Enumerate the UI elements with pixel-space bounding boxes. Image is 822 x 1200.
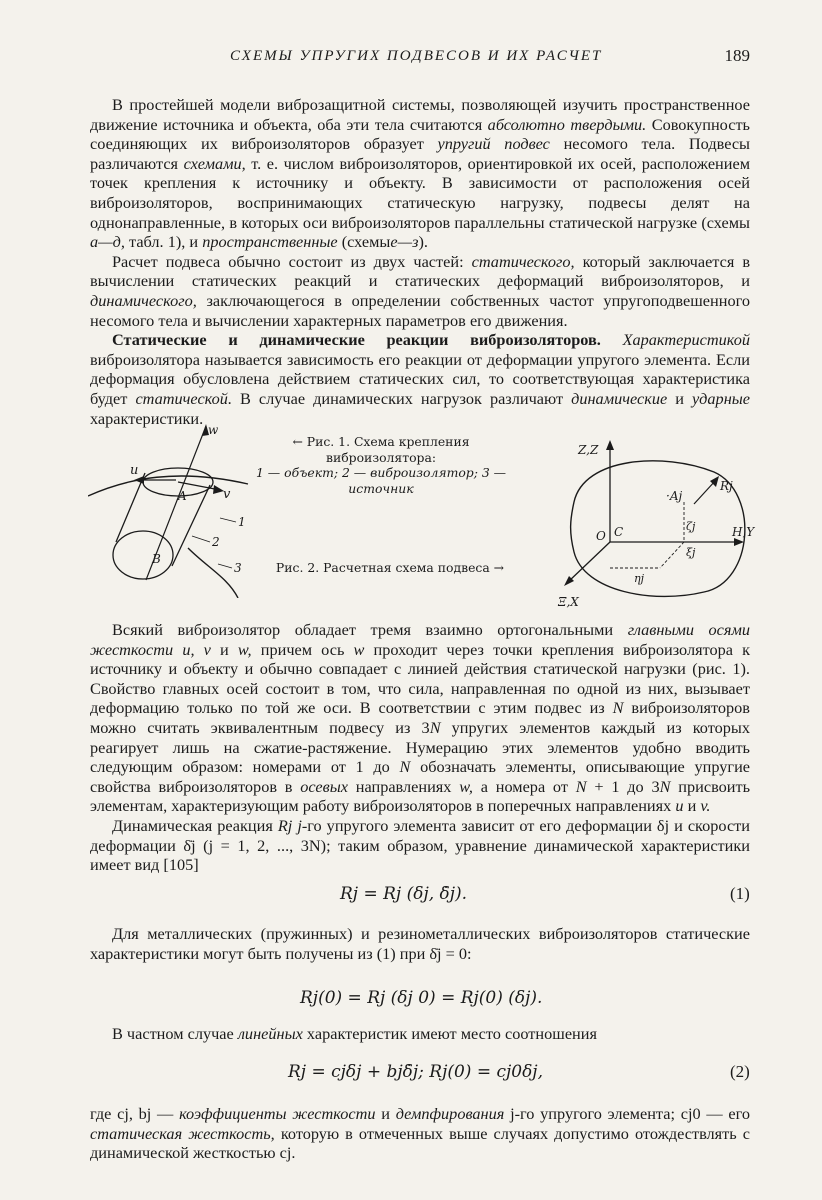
text: и — [381, 1104, 390, 1123]
text-em: схемами, — [183, 153, 246, 173]
text-em: осевых — [300, 776, 348, 796]
running-header — [90, 46, 750, 72]
page-number: 189 — [724, 46, 750, 65]
text: В случае динамических нагрузок различают — [240, 388, 564, 408]
text-line — [90, 1104, 750, 1163]
text: ). — [418, 232, 428, 252]
label-2: 2 — [212, 535, 220, 549]
text-em: главными осями жесткости u, v — [90, 620, 750, 659]
text-em: статической. — [135, 388, 233, 408]
text: характеристик имеют место соотношения — [306, 1024, 597, 1043]
text: Динамическая реакция — [112, 815, 273, 835]
text-em: статического, — [471, 251, 575, 271]
figure-1-caption-title: ← Рис. 1. Схема крепления виброизолятора: — [292, 434, 470, 465]
text: табл. 1), и — [129, 232, 199, 252]
equation-1: Rj = Rj (δj, δ̇j). — [340, 884, 468, 904]
text: Для металлических (пружинных) и резинометаллических виброизоляторов статические характеристики могут быть получены из (1) при δ̇j = 0: — [90, 924, 750, 963]
text: Всякий виброизолятор обладает тремя взаимно ортогональными — [112, 620, 614, 639]
section-heading: Статические и динамические реакции виброизоляторов. — [112, 330, 601, 350]
text-em: w — [353, 639, 365, 659]
text: + 1 до 3 — [594, 776, 660, 796]
text-em: е—з — [390, 232, 419, 252]
text-em: динамического, — [90, 290, 197, 310]
text: т. е. числом виброизоляторов, ориентировкой их осей, расположением точек крепления к источнику и объекту. В зависимости от расположения осей виброизоляторов, воспринимающих статическую нагрузку, подвесы делят на однонаправленные, в которых оси виброизоляторов параллельны статической нагрузке (схемы — [90, 153, 750, 232]
text-em: Rj j — [277, 815, 302, 835]
equation-1-number: (1) — [730, 884, 750, 903]
label-zz: Z,Z — [578, 443, 599, 457]
text: проходит через точки крепления виброизолятора к источнику и объекту и обычно совпадает с линией действия статической нагрузки (рис. 1). Свойство главных осей состоит в том, что сила, направленная по одной из них, вызывает деформацию только по той же оси. В соответствии с этим подвес из — [90, 639, 751, 718]
header-title: СХЕМЫ УПРУГИХ ПОДВЕСОВ И ИХ РАСЧЕТ — [230, 48, 603, 64]
figure-1-diagram — [88, 418, 258, 598]
text: где cj, bj — — [90, 1104, 174, 1123]
text-em: статическая жесткость, — [90, 1123, 275, 1143]
text: направлениях — [355, 776, 452, 796]
label-b: B — [152, 552, 161, 566]
figure-2-caption: Рис. 2. Расчетная схема подвеса → — [275, 560, 505, 575]
text: Расчет подвеса обычно состоит из двух частей: — [112, 251, 464, 271]
text-em: а—д, — [90, 232, 125, 252]
text-em: N — [612, 698, 624, 718]
paragraph-calculation — [90, 252, 750, 330]
leader-2 — [192, 536, 210, 542]
text: виброизолятора называется зависимость его реакции от деформации упругого элемента. Если деформация обусловлена действием статических сил, то соответствующая характеристика будет — [90, 349, 750, 408]
text: и — [220, 639, 229, 659]
equation-2: Rj = cjδj + bjδ̇j; Rj(0) = cj0δj, — [288, 1062, 543, 1082]
text-em: N — [429, 717, 441, 737]
main-section — [90, 620, 750, 875]
label-w: w — [208, 423, 219, 437]
text-em: w, — [459, 776, 473, 796]
text: В простейшей модели виброзащитной системы, позволяющей изучить пространственное движение источника и объекта, оба эти тела считаются — [90, 95, 750, 134]
text: несомого тела. Подвесы различаются — [90, 134, 750, 173]
text-em: коэффициенты жесткости — [179, 1104, 376, 1123]
text-em: v. — [700, 796, 711, 816]
source-curve — [188, 548, 238, 598]
text: причем ось — [260, 639, 345, 659]
label-rj: Rj — [720, 479, 733, 493]
equation-2-number: (2) — [730, 1062, 750, 1081]
text-em: упругий подвес — [437, 134, 550, 154]
text: присвоить элементам, характеризующим работу виброизоляторов в поперечных направлениях — [90, 776, 751, 816]
label-3: 3 — [234, 561, 242, 575]
text-em: N — [399, 757, 411, 777]
text-em: линейных — [237, 1024, 303, 1043]
z-axis-arrow — [606, 440, 614, 450]
paragraph-axes — [90, 620, 750, 816]
label-xi: Ξ,X — [558, 595, 579, 609]
leader-1 — [220, 518, 236, 522]
equation-static: Rj(0) = Rj (δj 0) = Rj(0) (δj). — [300, 988, 543, 1008]
text: -го упругого элемента зависит от его деформации δj и скорости деформации δ̇j (j = 1, 2, ..., 3N); таким образом, уравнение динамической характеристики имеет вид [105] — [90, 815, 751, 875]
label-aj: ·Aj — [666, 489, 683, 503]
projection-diagonal — [660, 542, 684, 568]
text: и — [675, 388, 684, 408]
figure-1-caption — [246, 434, 516, 496]
text: (схемы — [341, 232, 391, 252]
label-o: O — [596, 529, 606, 543]
label-v: v — [223, 487, 231, 502]
text: которую в отмеченных выше случаях допустимо отождествлять с динамической жесткостью cj. — [90, 1123, 750, 1163]
text: заключающегося в определении собственных частот упругоподвешенного несомого тела и вычислении характерных параметров его движения. — [90, 290, 750, 330]
intro-section — [90, 95, 750, 428]
text-em: ударные — [692, 388, 751, 408]
text-em: пространственные — [202, 232, 338, 252]
text: и — [687, 796, 697, 816]
text-em: Характеристикой — [622, 330, 750, 350]
paragraph-reactions — [90, 330, 750, 428]
figure-1-caption-body: 1 — объект; 2 — виброизолятор; 3 — источник — [255, 465, 507, 496]
text: а номера от — [480, 776, 568, 796]
paragraph-linear — [90, 1024, 750, 1044]
text: j-го упругого элемента; cj0 — его — [510, 1104, 750, 1123]
bottom-ellipse — [113, 531, 173, 579]
text-em: N — [575, 776, 587, 796]
text-em: w, — [237, 639, 252, 659]
paragraph-intro — [90, 95, 750, 252]
x-axis — [568, 542, 610, 582]
paragraph-coefficients — [90, 1104, 750, 1163]
text-em: N — [659, 776, 671, 796]
text: характеристики. — [90, 408, 204, 428]
text: упругих элементов каждый из которых реагирует лишь на сжатие-растяжение. Нумерацию этих элементов удобно вводить следующим образом: номерами от 1 до — [90, 717, 750, 777]
text: виброизоляторов можно считать эквивалентным подвесу из 3 — [90, 698, 750, 737]
text-em: динамические — [571, 388, 668, 408]
text: который заключается в вычислении статических реакций и статических деформаций виброизоляторов, и — [90, 251, 751, 291]
label-c: C — [614, 525, 624, 539]
text: Совокупность соединяющих их виброизоляторов образует — [90, 114, 750, 154]
label-zeta: ζj — [686, 520, 696, 533]
label-h: H,Y — [732, 525, 755, 539]
figure-2-diagram — [544, 432, 764, 612]
label-1: 1 — [238, 515, 246, 529]
text-em: абсолютно твердыми. — [487, 114, 647, 134]
text: обозначать элементы, описывающие упругие свойства виброизоляторов в — [90, 757, 751, 796]
paragraph-static — [90, 924, 750, 963]
text-em: u — [675, 796, 684, 816]
label-u: u — [130, 463, 139, 478]
text: В частном случае — [112, 1024, 234, 1043]
text-em: демпфирования — [395, 1104, 505, 1123]
leader-3 — [218, 564, 232, 568]
text-line — [90, 1024, 750, 1044]
paragraph-dynamic-reaction — [90, 816, 750, 875]
label-xij: ξj — [686, 546, 696, 559]
y-axis-arrow — [734, 538, 744, 546]
label-eta: ηj — [634, 572, 645, 585]
label-a: A — [178, 489, 187, 503]
